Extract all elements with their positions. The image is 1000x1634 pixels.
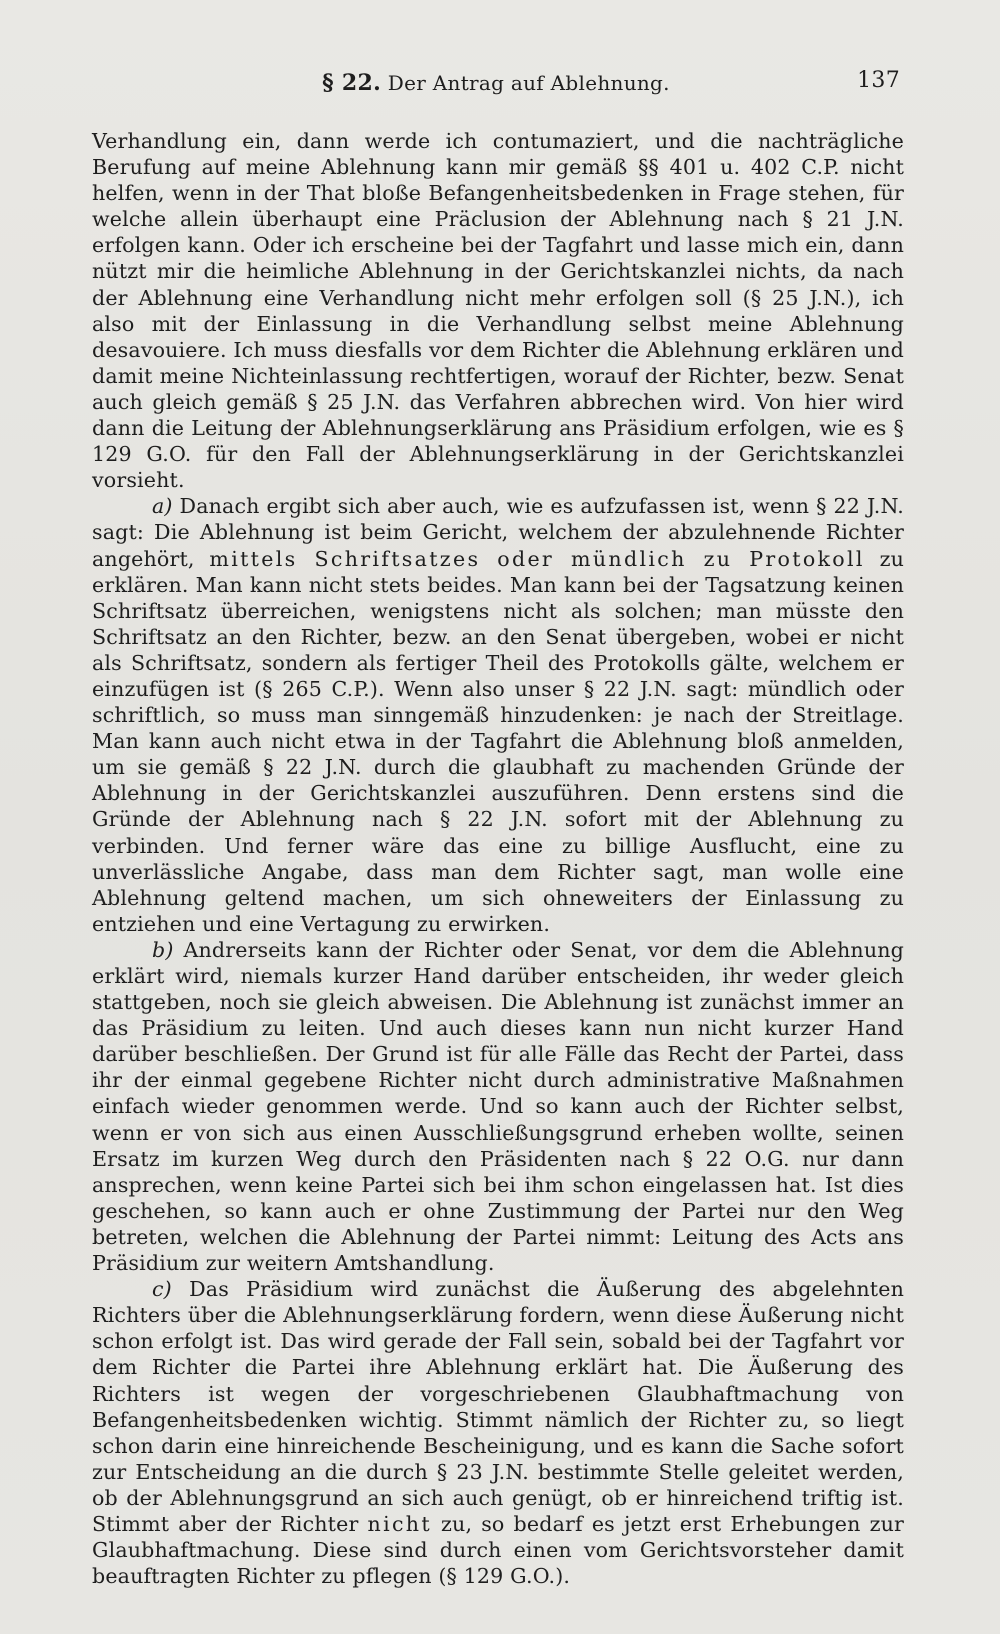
paragraph-text: zu, so bedarf es jetzt erst Erhebungen zur Glaubhaftmachung. Diese sind durch einen vom Gerichtsvorsteher damit beauftragten Richter zu pflegen (§ 129 G.O.). (92, 1511, 904, 1589)
running-header (92, 66, 900, 106)
emphasized-text: nicht (367, 1511, 432, 1536)
body-text (92, 128, 904, 1589)
paragraph-text: Das Präsidium wird zunächst die Äußerung des abgelehnten Richters über die Ablehnungserklärung fordern, wenn diese Äußerung nicht schon erfolgt ist. Das wird gerade der Fall sein, sobald bei der Tagfahrt vor dem Richter die Partei ihre Ablehnung erklärt hat. Die Äußerung des Richters ist wegen der vorgeschriebenen Glaubhaftmachung von Befangenheitsbedenken wichtig. Stimmt nämlich der Richter zu, so liegt schon darin eine hinreichende Bescheinigung, und es kann die Sache sofort zur Entscheidung an die durch § 23 J.N. bestimmte Stelle geleitet werden, ob der Ablehnungsgrund an sich auch genügt, ob er hinreichend triftig ist. Stimmt aber der Richter (92, 1277, 904, 1536)
paragraph-text: Andrerseits kann der Richter oder Senat, vor dem die Ablehnung erklärt wird, niemals kurzer Hand darüber entscheiden, ihr weder gleich stattgeben, noch sie gleich abweisen. Die Ablehnung ist zunächst immer an das Präsidium zu leiten. Und auch dieses kann nun nicht kurzer Hand darüber beschließen. Der Grund ist für alle Fälle das Recht der Partei, dass ihr der einmal gegebene Richter nicht durch administrative Maßnahmen einfach wieder genommen werde. Und so kann auch der Richter selbst, wenn er von sich aus einen Ausschließungsgrund erheben wollte, seinen Ersatz im kurzen Weg durch den Präsidenten nach § 22 O.G. nur dann ansprechen, wenn keine Partei sich bei ihm schon eingelassen hat. Ist dies geschehen, so kann auch er ohne Zustimmung der Partei nur den Weg betreten, welchen die Ablehnung der Partei nimmt: Leitung des Acts ans Präsidium zur weitern Amtshandlung. (92, 937, 904, 1276)
header-title-line (92, 70, 900, 96)
section-title: Der Antrag auf Ablehnung. (387, 71, 670, 95)
emphasized-text: mittels Schriftsatzes oder mündlich zu Protokoll (209, 546, 865, 571)
item-label: b) (152, 937, 174, 962)
page-number: 137 (857, 68, 900, 93)
item-label: a) (152, 494, 173, 519)
paragraph-c (92, 1276, 904, 1589)
paragraph-text: zu erklären. Man kann nicht stets beides. Man kann bei der Tagsatzung keinen Schriftsatz überreichen, wenigstens nicht als solchen; man müsste den Schriftsatz an den Richter, bezw. an den Senat übergeben, wobei er nicht als Schriftsatz, sondern als fertiger Theil des Protokolls gälte, welchem er einzufügen ist (§ 265 C.P.). Wenn also unser § 22 J.N. sagt: mündlich oder schriftlich, so muss man sinngemäß hinzudenken: je nach der Streitlage. Man kann auch nicht etwa in der Tagfahrt die Ablehnung bloß anmelden, um sie gemäß § 22 J.N. durch die glaubhaft zu machenden Gründe der Ablehnung in der Gerichtskanzlei auszuführen. Denn erstens sind die Gründe der Ablehnung nach § 22 J.N. sofort mit der Ablehnung zu verbinden. Und ferner wäre das eine zu billige Ausflucht, eine zu unverlässliche Angabe, dass man dem Richter sagt, man wolle eine Ablehnung geltend machen, um sich ohneweiters der Einlassung zu entziehen und eine Vertagung zu erwirken. (92, 546, 904, 936)
item-label: c) (152, 1277, 172, 1302)
paragraph-text: Danach ergibt sich aber auch, wie es aufzufassen ist, wenn § 22 J.N. sagt: Die Ablehnung ist beim Gericht, welchem der abzulehnende Richter angehört, (92, 494, 904, 571)
paragraph-text: Verhandlung ein, dann werde ich contumaziert, und die nachträgliche Berufung auf meine Ablehnung kann mir gemäß §§ 401 u. 402 C.P. nicht helfen, wenn in der That bloße Befangenheitsbedenken in Frage stehen, für welche allein überhaupt eine Präclusion der Ablehnung nach § 21 J.N. erfolgen kann. Oder ich erscheine bei der Tagfahrt und lasse mich ein, dann nützt mir die heimliche Ablehnung in der Gerichtskanzlei nichts, da nach der Ablehnung eine Verhandlung nicht mehr erfolgen soll (§ 25 J.N.), ich also mit der Einlassung in die Verhandlung selbst meine Ablehnung desavouiere. Ich muss diesfalls vor dem Richter die Ablehnung erklären und damit meine Nichteinlassung rechtfertigen, worauf der Richter, bezw. Senat auch gleich gemäß § 25 J.N. das Verfahren abbrechen wird. Von hier wird dann die Leitung der Ablehnungserklärung ans Präsidium erfolgen, wie es § 129 G.O. für den Fall der Ablehnungserklärung in der Gerichtskanzlei vorsieht. (92, 129, 904, 493)
paragraph-b (92, 937, 904, 1276)
section-mark: § 22. (322, 70, 382, 96)
paragraph-a (92, 493, 904, 937)
paragraph-continuation (92, 128, 904, 493)
